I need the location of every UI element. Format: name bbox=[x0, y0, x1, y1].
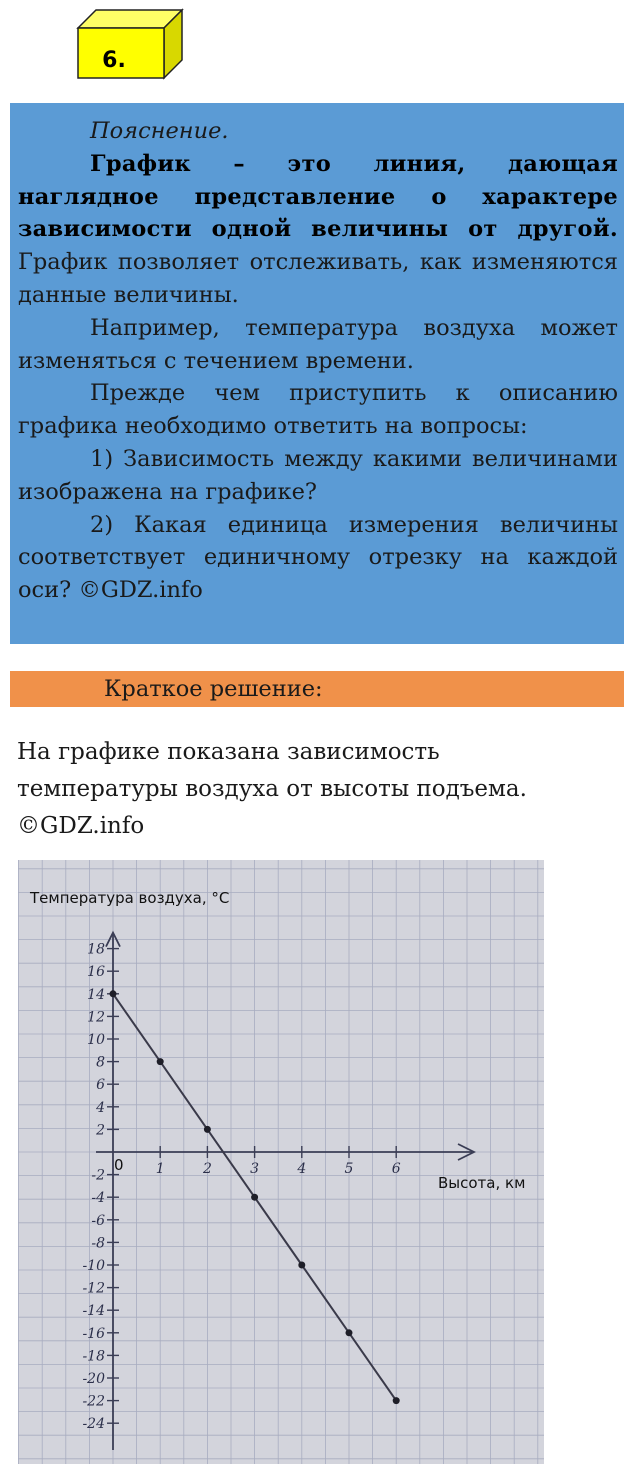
example-paragraph: Например, температура воздуха может изменяться с течением времени. bbox=[18, 314, 618, 374]
y-tick-label: -22 bbox=[82, 1393, 105, 1410]
definition-rest: График позволяет отслеживать, как изменяются данные величины. bbox=[18, 249, 618, 308]
y-axis-label: Температура воздуха, °С bbox=[30, 889, 230, 907]
y-tick-label: 10 bbox=[87, 1032, 105, 1048]
tick-labels bbox=[82, 942, 400, 1433]
x-tick-label: 1 bbox=[155, 1161, 165, 1177]
x-tick-label: 4 bbox=[297, 1161, 307, 1177]
y-tick-label: 4 bbox=[96, 1099, 105, 1116]
x-tick-label: 6 bbox=[391, 1161, 401, 1177]
x-axis-label: Высота, км bbox=[438, 1174, 526, 1192]
y-tick-label: -8 bbox=[91, 1235, 105, 1252]
y-tick-label: -16 bbox=[82, 1325, 105, 1342]
temperature-graph bbox=[18, 860, 544, 1464]
short-solution-label: Краткое решение: bbox=[104, 676, 323, 702]
question-2: 2) Какая единица измерения величины соответствует единичному отрезку на каждой оси? ©GDZ.info bbox=[18, 511, 618, 604]
y-tick-label: -6 bbox=[91, 1212, 105, 1229]
y-tick-label: 16 bbox=[87, 964, 105, 981]
y-tick-label: -20 bbox=[82, 1371, 105, 1387]
y-tick-label: 12 bbox=[87, 1009, 105, 1026]
y-tick-label: -2 bbox=[91, 1167, 105, 1184]
y-tick-label: -4 bbox=[91, 1190, 105, 1207]
data-point bbox=[157, 1058, 164, 1065]
answer-text: На графике показана зависимость температуры воздуха от высоты подъема. ©GDZ.info bbox=[17, 739, 527, 839]
y-tick-label: -10 bbox=[82, 1258, 105, 1274]
y-tick-label: 6 bbox=[96, 1077, 105, 1094]
y-tick-label: 2 bbox=[96, 1122, 105, 1139]
data-point bbox=[393, 1397, 400, 1404]
y-tick-label: 14 bbox=[87, 986, 105, 1003]
x-tick-label: 2 bbox=[202, 1161, 212, 1177]
data-point bbox=[251, 1194, 258, 1201]
definition-bold: График – это линия, дающая наглядное представление о характере зависимости одной величины от другой. bbox=[18, 150, 618, 243]
y-tick-label: -18 bbox=[82, 1348, 105, 1365]
explanation-heading: Пояснение. bbox=[90, 118, 229, 144]
y-tick-label: 8 bbox=[96, 1054, 105, 1071]
chart-svg bbox=[18, 860, 544, 1464]
x-tick-label: 5 bbox=[344, 1161, 354, 1177]
explanation-box bbox=[10, 103, 624, 644]
question-1: 1) Зависимость между какими величинами изображена на графике? bbox=[18, 445, 618, 505]
data-point bbox=[346, 1329, 353, 1336]
data-point bbox=[204, 1126, 211, 1133]
origin-label: 0 bbox=[114, 1156, 124, 1174]
y-tick-label: -14 bbox=[82, 1303, 105, 1320]
x-tick-label: 3 bbox=[250, 1161, 260, 1177]
intro-paragraph: Прежде чем приступить к описанию графика необходимо ответить на вопросы: bbox=[18, 380, 618, 440]
y-tick-label: -24 bbox=[82, 1416, 105, 1433]
data-point bbox=[298, 1262, 305, 1269]
definition-paragraph bbox=[18, 148, 618, 312]
data-point bbox=[110, 990, 117, 997]
task-number: 6. bbox=[102, 48, 126, 73]
y-tick-label: 18 bbox=[87, 941, 105, 958]
short-solution-bar bbox=[10, 671, 624, 707]
task-number-badge bbox=[72, 8, 184, 80]
y-tick-label: -12 bbox=[82, 1280, 105, 1297]
